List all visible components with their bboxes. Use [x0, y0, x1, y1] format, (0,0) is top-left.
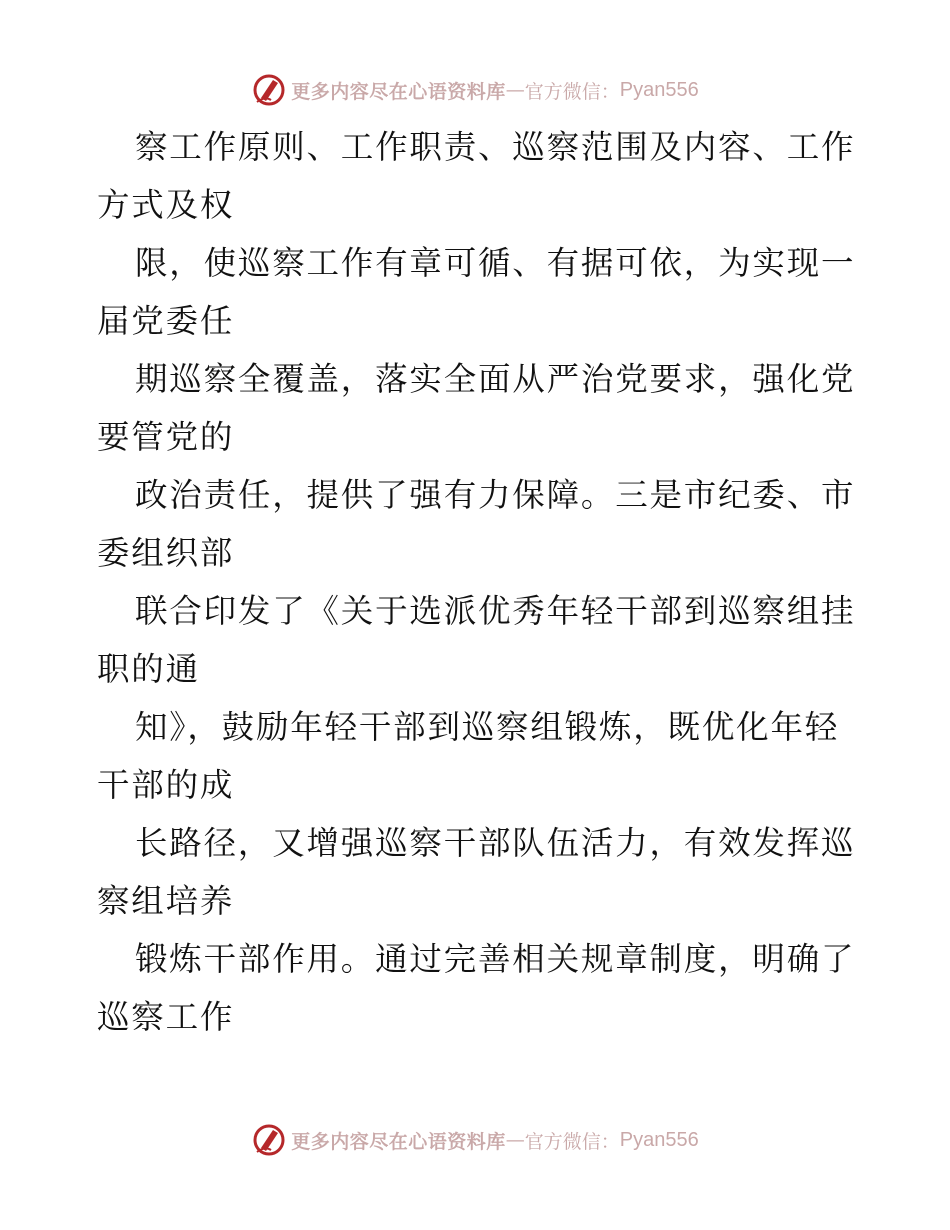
- body-line: 联合印发了《关于选派优秀年轻干部到巡察组挂: [135, 592, 856, 630]
- header-dash: —: [505, 79, 525, 101]
- brand-logo-icon: [251, 72, 287, 108]
- body-line: 限，使巡察工作有章可循、有据可依，为实现一: [135, 244, 856, 282]
- body-line: 长路径，又增强巡察干部队伍活力，有效发挥巡: [135, 824, 856, 862]
- header-banner: [0, 70, 950, 110]
- header-wechat-label: 官方微信：: [524, 80, 620, 103]
- footer-brand-text: 更多内容尽在心语资料库: [291, 1130, 506, 1153]
- footer-wechat-label: 官方微信：: [524, 1130, 620, 1153]
- footer-banner: [0, 1120, 950, 1160]
- body-line: 政治责任，提供了强有力保障。三是市纪委、市: [135, 476, 856, 514]
- document-body: [97, 118, 857, 1046]
- footer-dash: —: [505, 1129, 525, 1151]
- body-line: 巡察工作: [97, 998, 235, 1036]
- body-line: 方式及权: [97, 186, 235, 224]
- body-line: 察组培养: [97, 882, 235, 920]
- body-line: 期巡察全覆盖，落实全面从严治党要求，强化党: [135, 360, 856, 398]
- body-line: 要管党的: [97, 418, 235, 456]
- body-line: 委组织部: [97, 534, 235, 572]
- body-line: 知》，鼓励年轻干部到巡察组锻炼，既优化年轻: [135, 708, 840, 746]
- brand-logo-icon: [251, 1122, 287, 1158]
- body-line: 察工作原则、工作职责、巡察范围及内容、工作: [135, 128, 856, 166]
- body-line: 届党委任: [97, 302, 235, 340]
- body-line: 职的通: [97, 650, 200, 688]
- header-brand-text: 更多内容尽在心语资料库: [291, 80, 506, 103]
- header-wechat-id: Pyan556: [619, 78, 699, 101]
- body-line: 干部的成: [97, 766, 235, 804]
- footer-wechat-id: Pyan556: [619, 1128, 699, 1151]
- body-line: 锻炼干部作用。通过完善相关规章制度，明确了: [135, 940, 856, 978]
